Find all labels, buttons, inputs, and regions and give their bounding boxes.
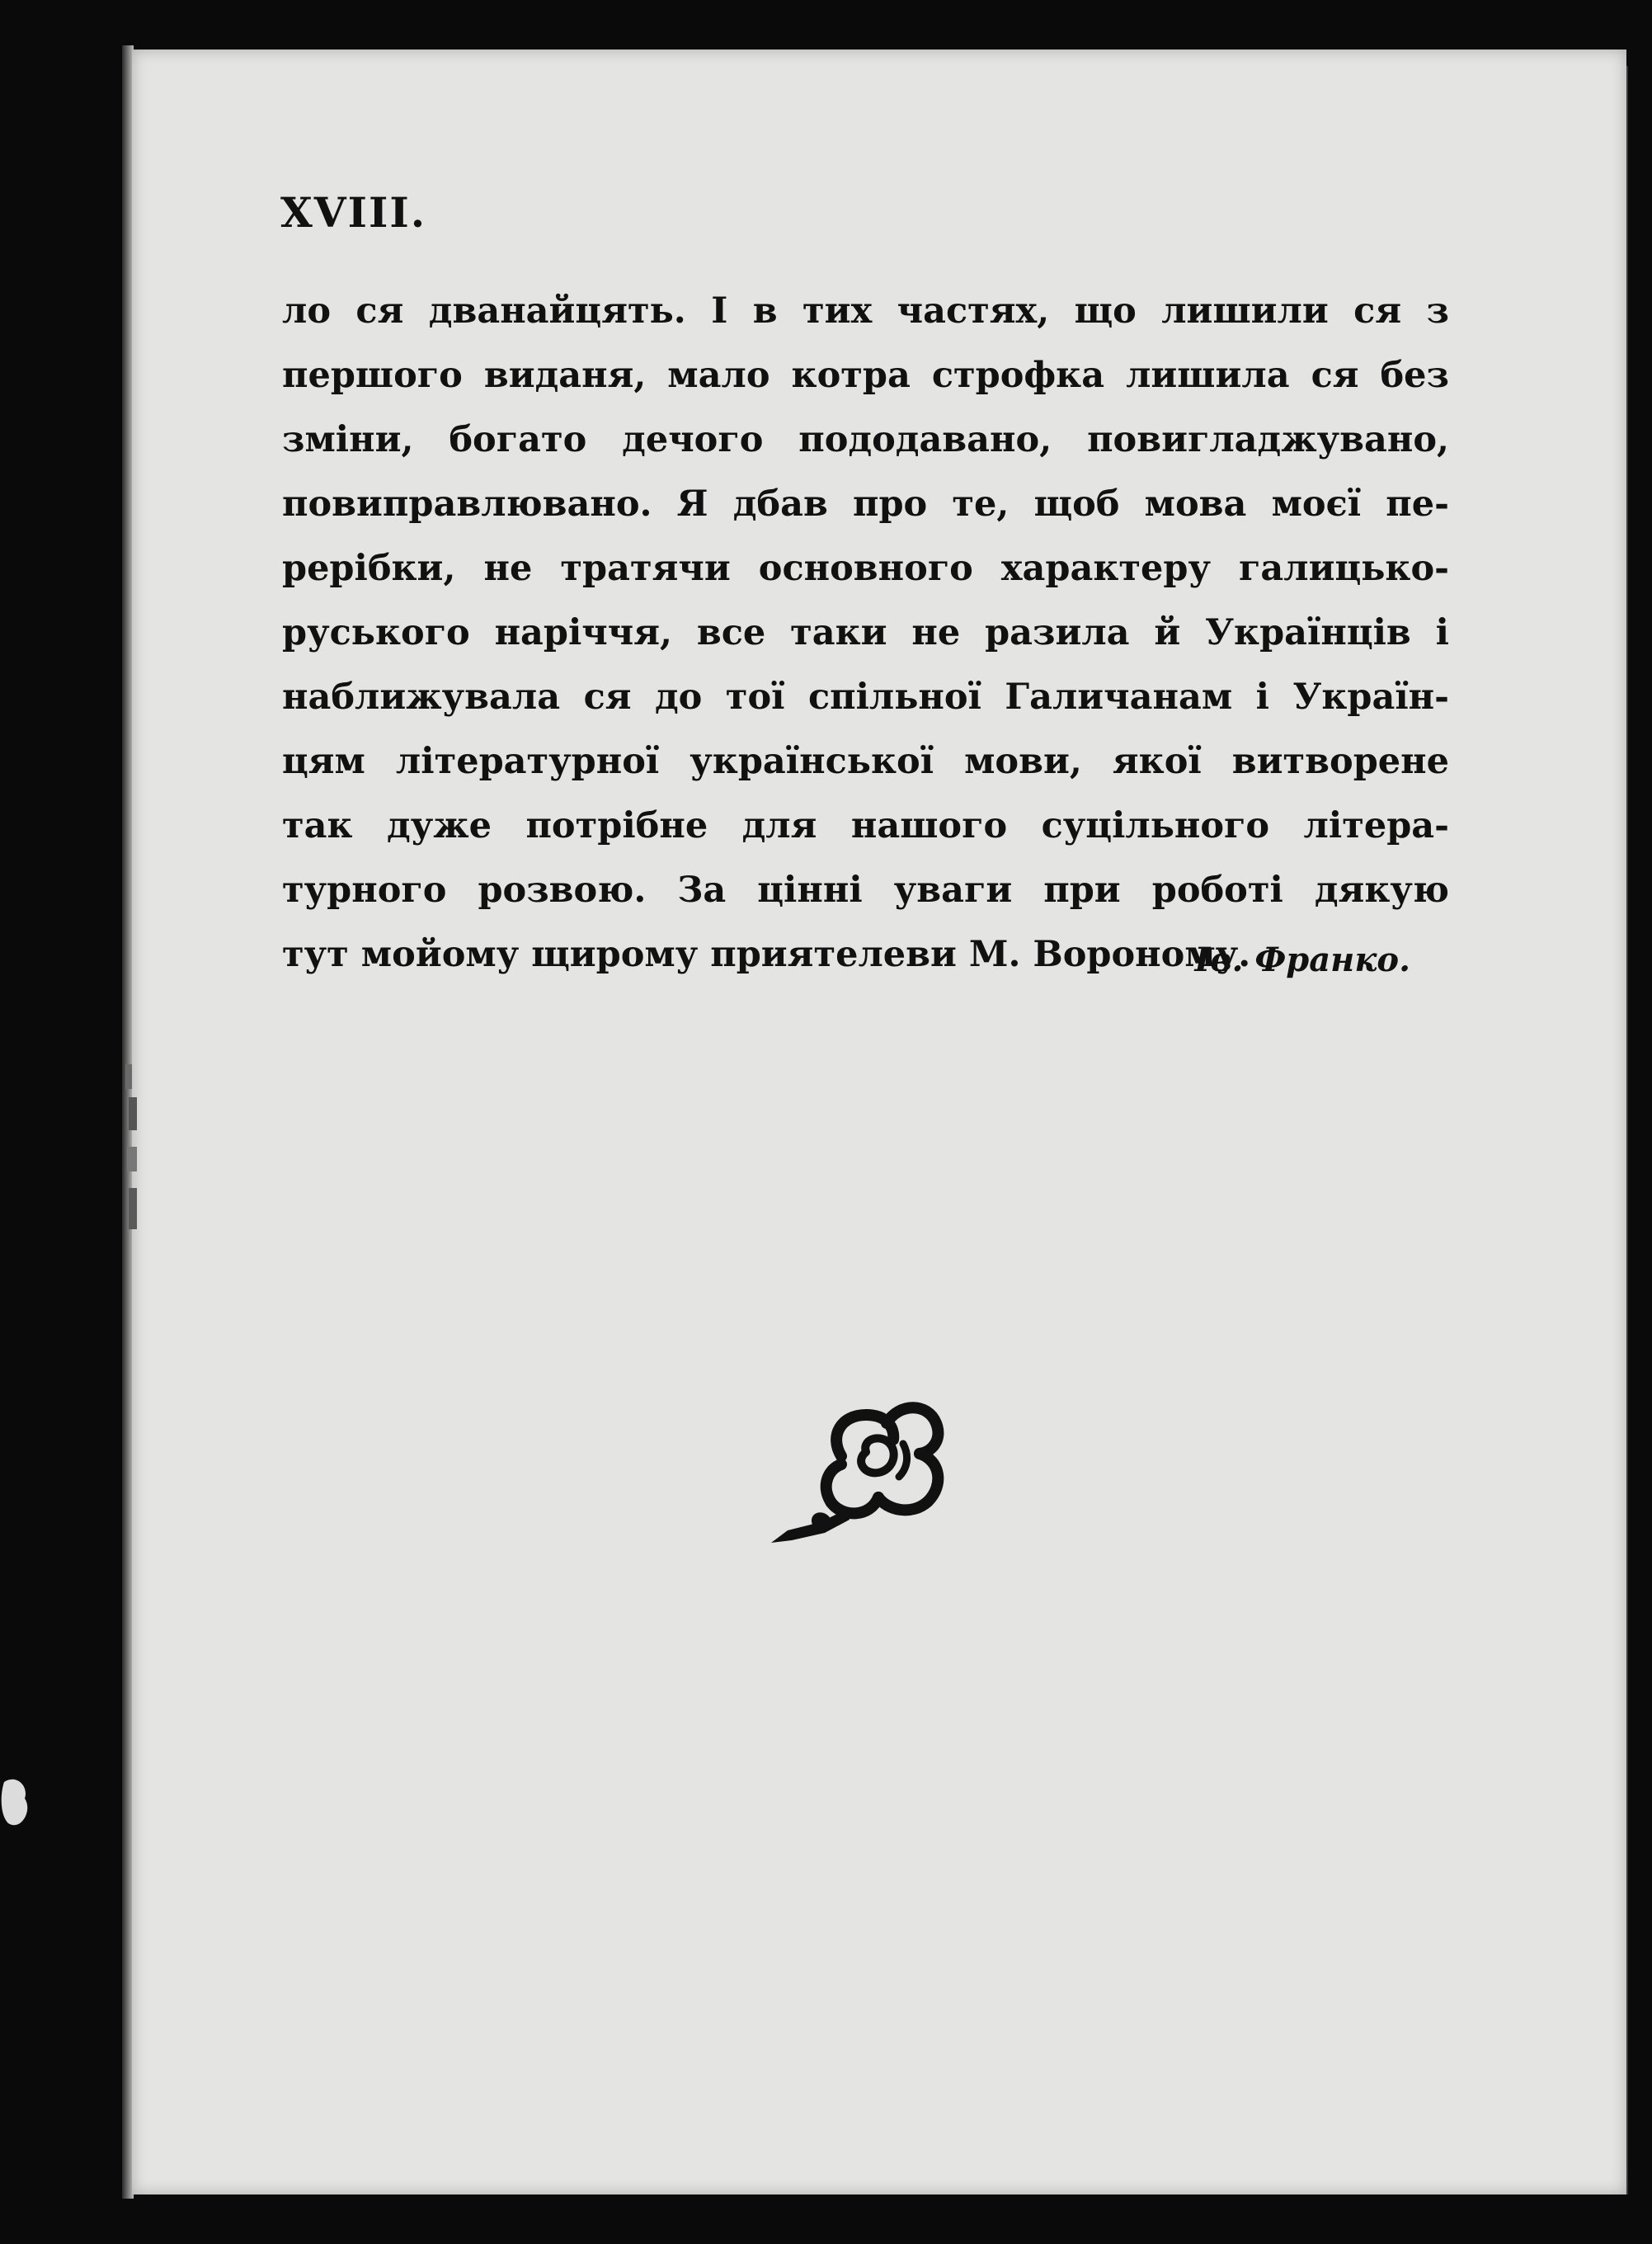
scan-blot: [0, 1774, 33, 1840]
text-line: тут мойому щирому приятелеви М. Вороному.: [282, 934, 1251, 975]
author-signature: Ів. Франко.: [1194, 940, 1410, 979]
margin-stain: [124, 1064, 144, 1246]
text-line: турного розвою. За цінні уваги при роботі дякую: [282, 870, 1449, 911]
page-number: XVIII.: [280, 188, 427, 237]
text-line: першого виданя, мало котра строфка лишила ся без: [282, 355, 1449, 396]
body-text: [282, 279, 1449, 987]
text-line: руського наріччя, все таки не разила й Українців і: [282, 612, 1449, 653]
text-line: рерібки, не тратячи основного характеру галицько-: [282, 548, 1449, 589]
text-line: ло ся дванайцять. І в тих частях, що лишили ся з: [282, 290, 1449, 332]
text-line: наближувала ся до тої спільної Галичанам і Україн-: [282, 676, 1449, 718]
flower-vignette-icon: [763, 1378, 977, 1559]
text-line: цям літературної української мови, якої витворене: [282, 741, 1449, 782]
text-line: зміни, богато дечого пододавано, повигладжувано,: [282, 419, 1449, 460]
text-line: повиправлювано. Я дбав про те, щоб мова моєї пе-: [282, 483, 1449, 525]
text-line: так дуже потрібне для нашого суцільного літера-: [282, 805, 1449, 846]
